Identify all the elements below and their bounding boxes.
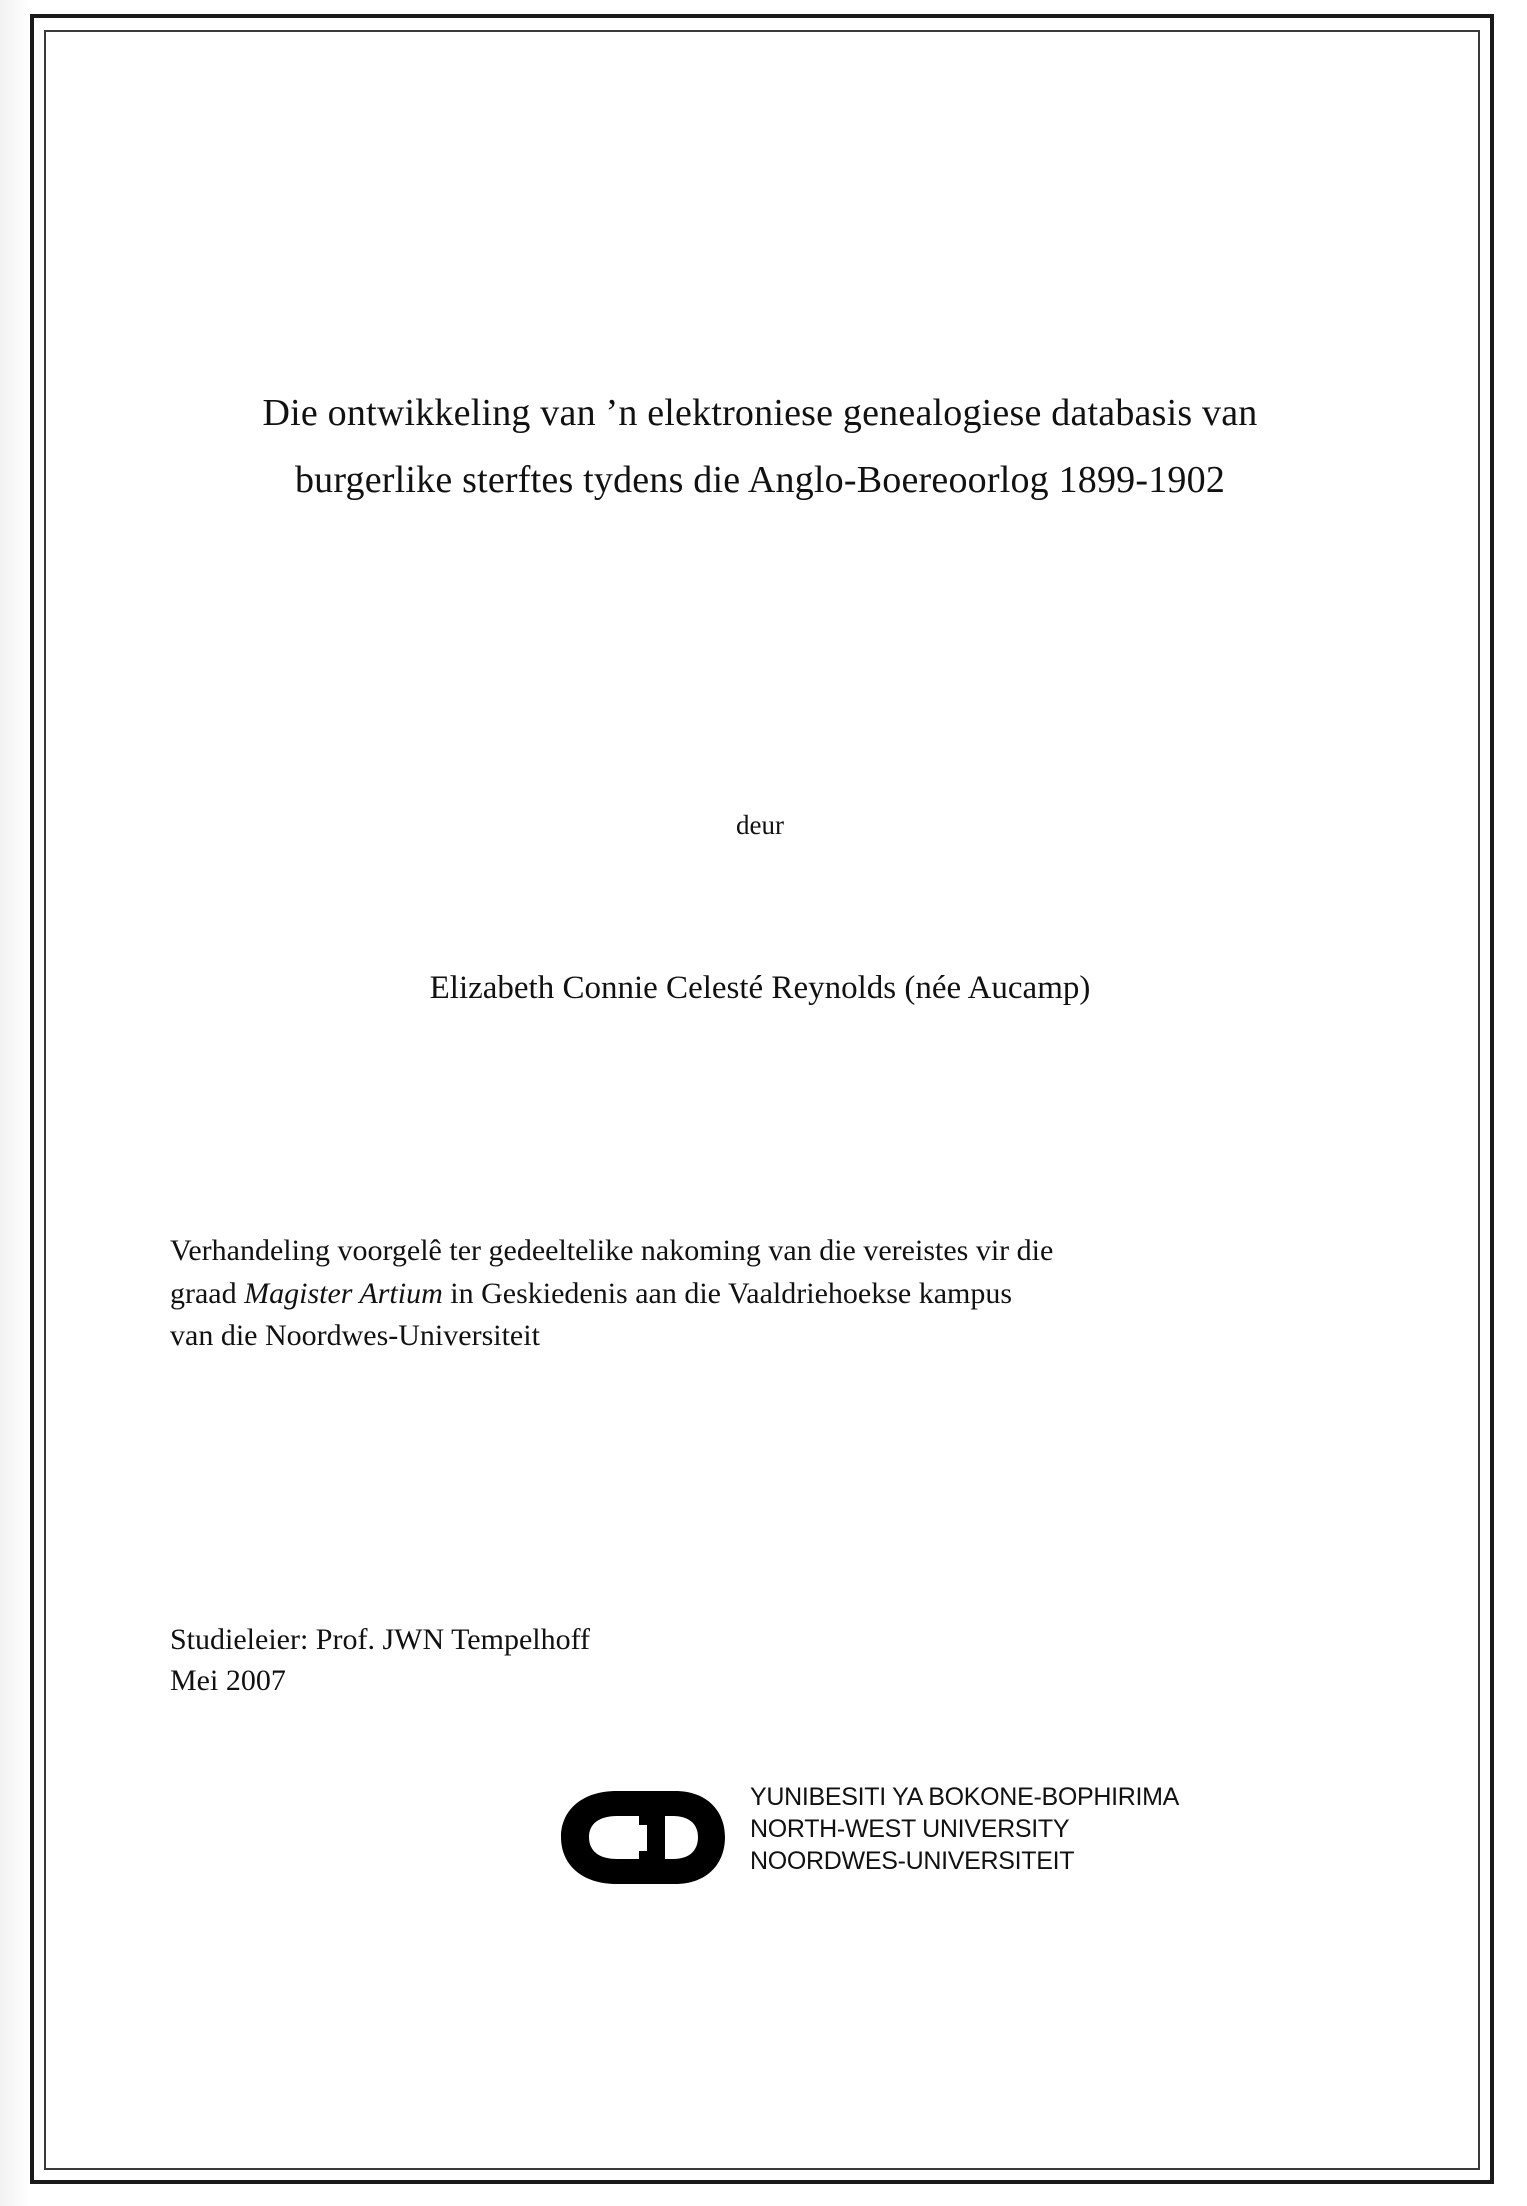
logo-text-line-2: NORTH-WEST UNIVERSITY [750, 1815, 1070, 1843]
university-logo-block [555, 1775, 1255, 1905]
document-title [160, 380, 1360, 513]
by-word: deur [736, 810, 784, 840]
title-line-1: Die ontwikkeling van ’n elektroniese genealogiese databasis van [262, 392, 1258, 434]
north-west-university-logo-icon [555, 1785, 745, 1890]
logo-text-line-3: NOORDWES-UNIVERSITEIT [750, 1847, 1075, 1875]
degree-statement-line-2-suffix: in Geskiedenis aan die Vaaldriehoekse kampus [442, 1276, 1013, 1310]
degree-statement-line-2-prefix: graad [170, 1276, 245, 1310]
supervisor-and-date [170, 1620, 1070, 1701]
degree-statement-line-3: van die Noordwes-Universiteit [170, 1319, 540, 1353]
title-line-2: burgerlike sterftes tydens die Anglo-Boereoorlog 1899-1902 [294, 458, 1226, 501]
logo-text-line-1: YUNIBESITI YA BOKONE-BOPHIRIMA [750, 1783, 1180, 1811]
degree-name-italic: Magister Artium [244, 1276, 443, 1310]
scan-edge-shading [0, 0, 30, 2206]
date-line: Mei 2007 [170, 1663, 286, 1697]
author-name: Elizabeth Connie Celesté Reynolds (née Aucamp) [429, 970, 1091, 1006]
degree-statement-line-2 [170, 1273, 1325, 1316]
degree-statement [170, 1230, 1325, 1358]
supervisor-line: Studieleier: Prof. JWN Tempelhoff [170, 1623, 591, 1656]
university-logo-text [750, 1781, 1179, 1877]
degree-statement-line-1: Verhandeling voorgelê ter gedeeltelike nakoming van die vereistes vir die [170, 1234, 1054, 1267]
title-page-content [160, 30, 1360, 2130]
